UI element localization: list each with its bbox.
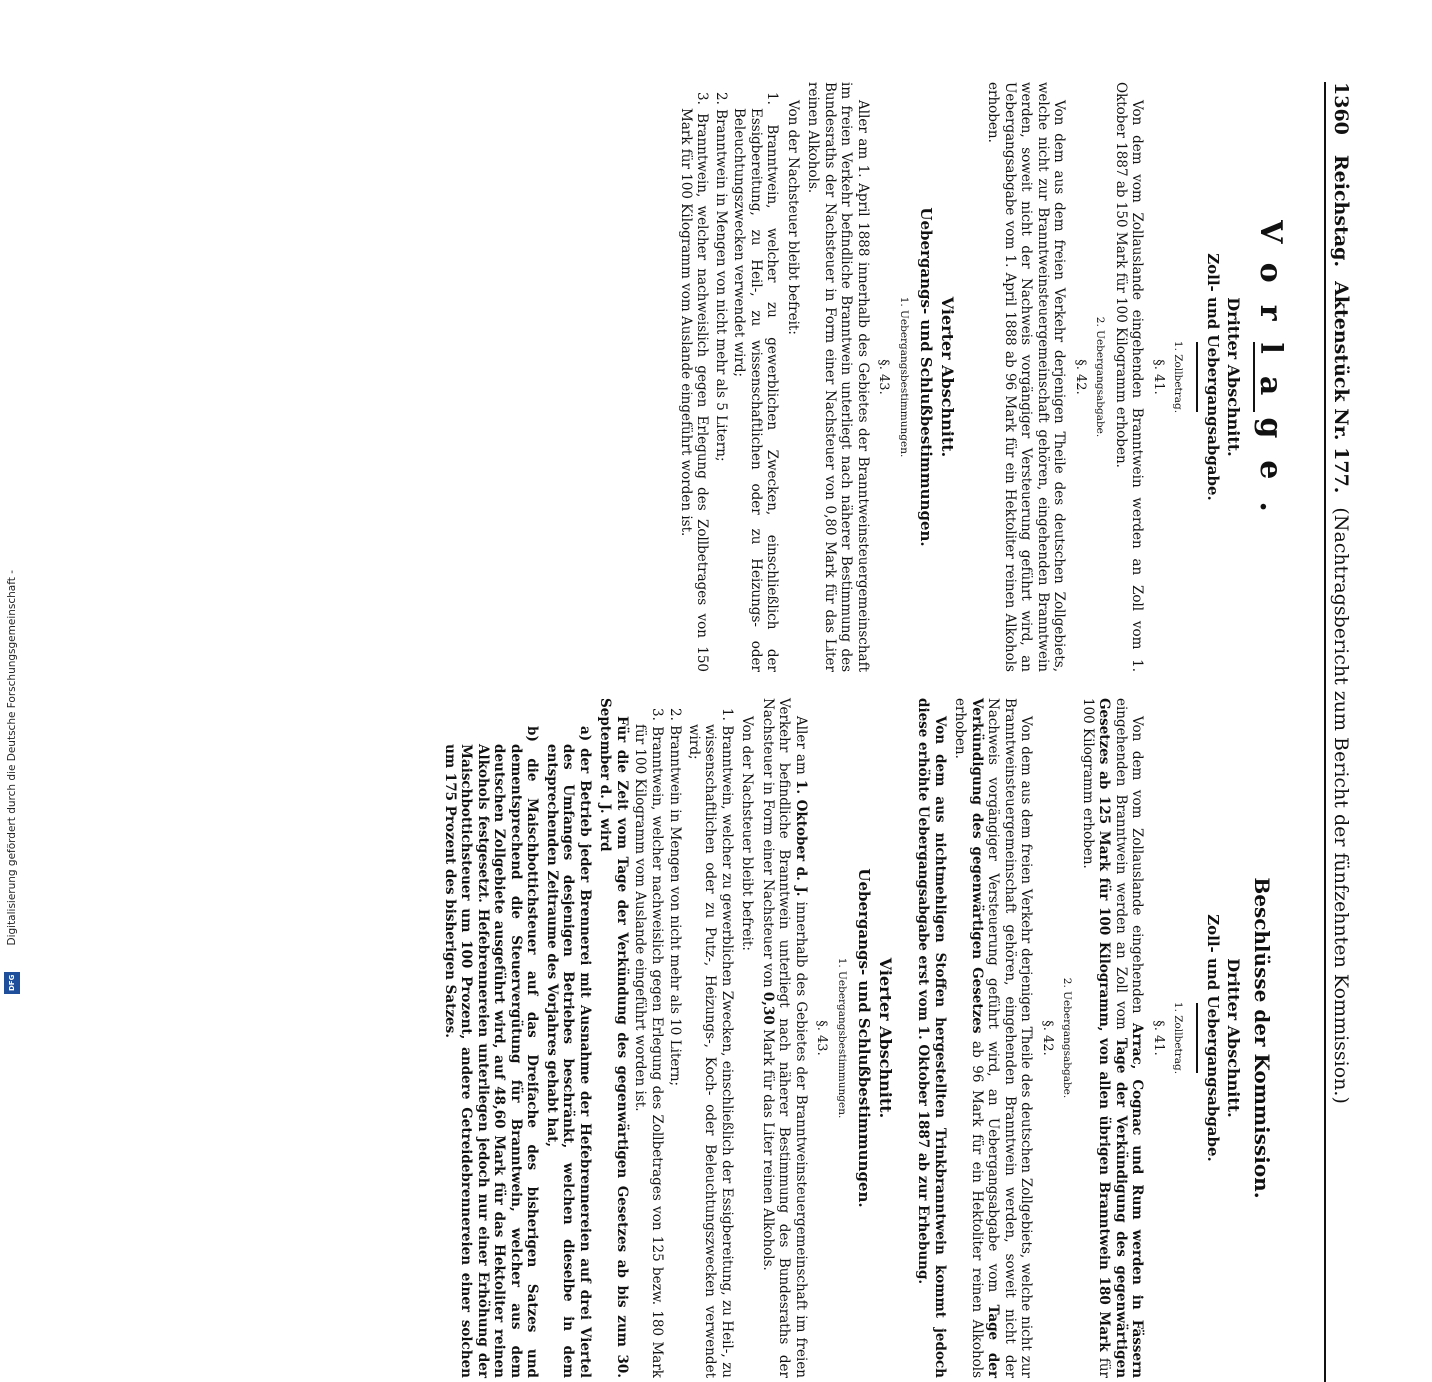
digitization-credit: Digitalisierung gefördert durch die Deutsche Forschungsgemeinschaft - xyxy=(6,570,18,946)
list-item: 2. Branntwein in Mengen von nicht mehr als 10 Litern; xyxy=(667,708,684,1087)
column-title: Vorlage. xyxy=(1253,220,1288,534)
list-item: 2. Branntwein in Mengen von nicht mehr als 5 Litern; xyxy=(713,92,729,462)
dfg-logo: DFG xyxy=(4,972,20,994)
section-title: Zoll- und Uebergangsabgabe. xyxy=(1204,253,1222,501)
section-heading: Dritter Abschnitt. xyxy=(1224,958,1244,1118)
list-item: 1. Branntwein, welcher zu gewerblichen Zwecken, einschließlich der Essigbereitung, zu Heil-, zu wissenschaftlichen oder zu Heizungs- oder Beleuchtungszwecken verwendet wird; xyxy=(731,92,781,672)
text-run: Aller am xyxy=(793,716,809,775)
exemption-intro: Von der Nachsteuer bleibt befreit: xyxy=(785,100,801,335)
subsection-label: 2. Uebergangsabgabe. xyxy=(1094,316,1107,438)
text-run: eingehenden Branntwein werden an Zoll vom xyxy=(1113,698,1129,1030)
text-run-bold: Arrac, Cognac und Rum werden in Fässern xyxy=(1129,1023,1146,1379)
subsection-label: 2. Uebergangsabgabe. xyxy=(1061,977,1074,1099)
section-heading: Dritter Abschnitt. xyxy=(1224,297,1244,457)
paragraph-text: Von dem vom Zollauslande eingehenden Branntwein werden an Zoll vom 1. Oktober 1887 ab 150 Mark für 100 Kilogramm erhoben. xyxy=(1113,82,1146,672)
paragraph-text xyxy=(760,698,810,1378)
sub-list-item: b) die Maischbottichsteuer auf das Dreifache des bisherigen Satzes und dementsprechend die Steuervergütung für Branntwein, welcher aus dem deutschen Zollgebiete ausgeführt wird, auf 48,60 Mark für das Hektoliter reinen Alkohols festgesetzt. Hefebrennereien unterliegen jedoch nur einer Erhöhung der Maischbottichsteuer um 100 Prozent, andere Getreidebrennereien einer solchen um 175 Prozent des bisherigen Satzes. xyxy=(442,726,541,1378)
closing-paragraph: Für die Zeit vom Tage der Verkündung des gegenwärtigen Gesetzes ab bis zum 30. September d. J. wird xyxy=(597,698,630,1378)
text-run: für 100 Kilogramm erhoben. xyxy=(1080,698,1113,1379)
list-item: 3. Branntwein, welcher nachweislich gegen Erlegung des Zollbetrages von 150 Mark für 100 Kilogramm vom Auslande eingeführt worden ist. xyxy=(678,92,711,672)
text-run: Mark für das Liter reinen Alkohols. xyxy=(760,1029,776,1271)
paragraph-number: §. 41. xyxy=(1151,359,1166,395)
section-title: Uebergangs- und Schlußbestimmungen. xyxy=(917,207,936,547)
text-run: ab 96 Mark für ein Hektoliter reinen Alkohols erhoben. xyxy=(952,698,985,1379)
header-note: (Nachtragsbericht zum Bericht der fünfzehnten Kommission.) xyxy=(1330,507,1352,1104)
paragraph-text: Von dem aus dem freien Verkehr derjenigen Theile des deutschen Zollgebiets, welche nicht zur Branntweinsteuergemeinschaft gehören, eingehenden Branntwein werden, soweit nicht der Nachweis vorgängiger Versteuerung geführt wird, an Uebergangsabgabe vom 1. April 1888 ab 96 Mark für ein Hektoliter reinen Alkohols erhoben. xyxy=(985,82,1068,672)
document-number: Aktenstück Nr. 177. xyxy=(1330,281,1352,494)
paragraph-number: §. 42. xyxy=(1073,359,1088,395)
section-title: Zoll- und Uebergangsabgabe. xyxy=(1204,914,1222,1162)
column-title: Beschlüsse der Kommission. xyxy=(1250,877,1274,1199)
divider xyxy=(1197,342,1199,412)
paragraph-text-bold: Von dem aus nichtmehligen Stoffen hergestellten Trinkbranntwein kommt jedoch diese erhöhte Uebergangsabgabe erst vom 1. Oktober 1887 ab zur Erhebung. xyxy=(915,698,948,1378)
page-number: 1360 xyxy=(1330,82,1352,135)
publication-name: Reichstag. xyxy=(1330,154,1352,268)
text-run-bold: Tage der Verkündigung des gegenwärtigen Gesetzes xyxy=(969,698,1002,1378)
paragraph-number: §. 43. xyxy=(814,1020,830,1056)
subsection-label: 1. Uebergangsbestimmungen. xyxy=(836,957,848,1119)
text-run-bold: 1. Oktober d. J. xyxy=(793,780,809,897)
text-run: Von dem vom Zollauslande eingehenden xyxy=(1129,716,1146,1014)
section-title: Uebergangs- und Schlußbestimmungen. xyxy=(855,868,874,1208)
text-run-bold: 0,30 xyxy=(760,991,776,1025)
paragraph-number: §. 41. xyxy=(1151,1020,1166,1056)
paragraph-text xyxy=(1080,698,1146,1378)
sub-list-item: a) der Betrieb jeder Brennerei mit Ausnahme der Hefebrennereien auf drei Viertel des Umfanges desjenigen Betriebes beschränkt, welchen dieselbe in dem entsprechenden Zeitraume des Vorjahres gehabt hat, xyxy=(544,726,593,1378)
text-run-bold: Tage der Verkündigung des gegenwärtigen Gesetzes ab 125 Mark für 100 Kilogramm, von allen übrigen Branntwein 180 Mark xyxy=(1096,698,1129,1379)
paragraph-text: Aller am 1. April 1888 innerhalb des Gebietes der Branntweinsteuergemeinschaft im freien Verkehr befindliche Branntwein unterliegt nach näherer Bestimmung des Bundesraths der Nachsteuer in Form einer Nachsteuer von 0,80 Mark für das Liter reinen Alkohols. xyxy=(805,82,871,672)
subsection-label: 1. Zollbetrag. xyxy=(1172,1001,1185,1075)
section-heading: Vierter Abschnitt. xyxy=(876,957,895,1119)
paragraph-number: §. 42. xyxy=(1040,1020,1055,1056)
list-item: 1. Branntwein, welcher zu gewerblichen Zwecken, einschließlich der Essigbereitung, zu Heil-, zu wissenschaftlichen oder zu Putz-, Heizungs-, Koch- oder Beleuchtungszwecken verwendet wird; xyxy=(686,708,735,1378)
column-vorlage xyxy=(676,82,1313,672)
digitization-footer xyxy=(0,0,24,1000)
exemption-intro: Von der Nachsteuer bleibt befreit: xyxy=(739,716,756,951)
section-heading: Vierter Abschnitt. xyxy=(938,296,957,458)
text-run: Von dem aus dem freien Verkehr derjenigen Theile des deutschen Zollgebiets, welche nicht zur Branntweinsteuergemeinschaft gehören, eingehenden Branntwein werden, soweit nicht der Nachweis vorgängiger Versteuerung geführt wird, an Uebergangsabgabe vom xyxy=(985,698,1035,1378)
paragraph-text xyxy=(952,698,1035,1378)
subsection-label: 1. Zollbetrag. xyxy=(1172,340,1185,414)
list-item: 3. Branntwein, welcher nachweislich gegen Erlegung des Zollbetrages von 125 bezw. 180 Mark für 100 Kilogramm vom Auslande eingeführt worden ist. xyxy=(632,708,665,1378)
subsection-label: 1. Uebergangsbestimmungen. xyxy=(898,296,910,458)
column-kommission xyxy=(439,698,1313,1378)
divider xyxy=(1197,1003,1199,1073)
text-run: innerhalb des Gebietes der Branntweinsteuergemeinschaft im freien Verkehr befindliche Branntwein unterliegt nach näherer Bestimmung des Bundesraths der Nachsteuer in Form einer Nachsteuer von xyxy=(760,698,809,1379)
paragraph-number: §. 43. xyxy=(876,359,892,395)
page-header xyxy=(1324,82,1352,1382)
